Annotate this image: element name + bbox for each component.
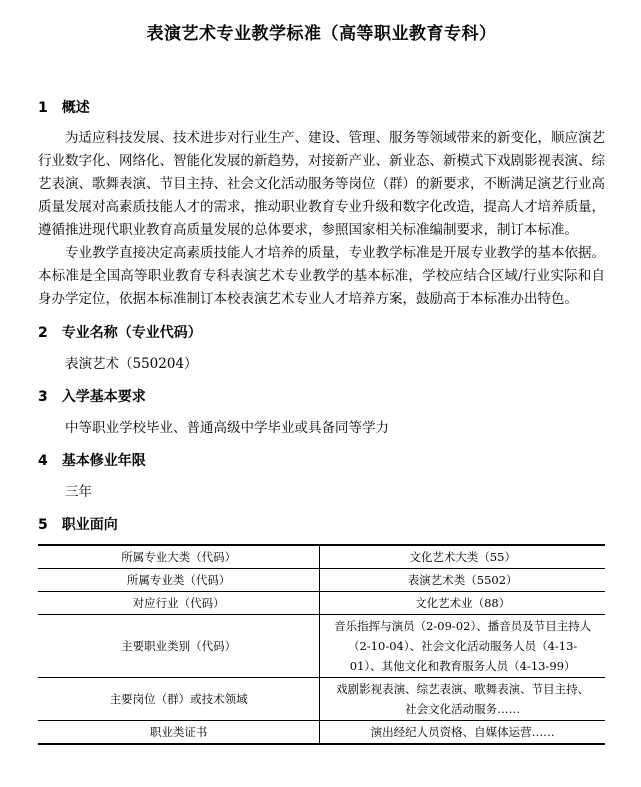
row-label: 所属专业类（代码）	[38, 569, 320, 592]
entry-requirements-value: 中等职业学校毕业、普通高级中学毕业或具备同等学力	[65, 420, 389, 436]
row-value: 音乐指挥与演员（2-09-02）、播音员及节目主持人（2-10-04）、社会文化活动服务人员（4-13-01）、其他文化和教育服务人员（4-13-99）	[320, 615, 605, 678]
section-5-number: 5	[38, 517, 48, 533]
section-overview	[38, 99, 605, 311]
section-4-heading	[38, 452, 605, 471]
row-label: 主要岗位（群）或技术领域	[38, 678, 320, 721]
row-label: 职业类证书	[38, 721, 320, 745]
major-name-value: 表演艺术（550204）	[65, 356, 198, 372]
row-value: 文化艺术业（88）	[320, 592, 605, 615]
table-row-certificates	[38, 721, 605, 745]
section-2-heading	[38, 324, 605, 343]
section-entry-requirements	[38, 388, 605, 439]
row-label: 对应行业（代码）	[38, 592, 320, 615]
section-2-title: 专业名称（专业代码）	[61, 325, 202, 341]
row-label: 主要职业类别（代码）	[38, 615, 320, 678]
section-2-number: 2	[38, 325, 48, 341]
row-value: 表演艺术类（5502）	[320, 569, 605, 592]
section-1-number: 1	[38, 100, 48, 116]
table-row-major-category	[38, 545, 605, 569]
section-5-heading	[38, 516, 605, 535]
overview-paragraph-2: 专业教学直接决定高素质技能人才培养的质量，专业教学标准是开展专业教学的基本依据。本标准是全国高等职业教育专科表演艺术专业教学的基本标准，学校应结合区域/行业实际和自身办学定位，依据本标准制订本校表演艺术专业人才培养方案，鼓励高于本标准办出特色。	[38, 245, 605, 307]
table-row-occupation-category	[38, 615, 605, 678]
row-label: 所属专业大类（代码）	[38, 545, 320, 569]
career-orientation-table	[38, 544, 605, 745]
row-value: 戏剧影视表演、综艺表演、歌舞表演、节目主持、社会文化活动服务……	[320, 678, 605, 721]
section-3-heading	[38, 388, 605, 407]
section-career-orientation	[38, 516, 605, 745]
row-value: 演出经纪人员资格、自媒体运营……	[320, 721, 605, 745]
section-5-title: 职业面向	[61, 517, 118, 533]
section-4-number: 4	[38, 453, 48, 469]
document-title: 表演艺术专业教学标准（高等职业教育专科）	[146, 24, 497, 44]
section-1-title: 概述	[61, 100, 90, 116]
table-row-main-posts	[38, 678, 605, 721]
study-duration-value: 三年	[65, 484, 92, 500]
section-study-duration	[38, 452, 605, 503]
section-major-name	[38, 324, 605, 375]
section-4-title: 基本修业年限	[61, 453, 146, 469]
section-3-title: 入学基本要求	[61, 389, 146, 405]
row-value: 文化艺术大类（55）	[409, 550, 516, 564]
section-1-heading	[38, 99, 605, 118]
table-row-industry	[38, 592, 605, 615]
table-row-major-class	[38, 569, 605, 592]
overview-paragraph-1: 为适应科技发展、技术进步对行业生产、建设、管理、服务等领域带来的新变化，顺应演艺行业数字化、网络化、智能化发展的新趋势，对接新产业、新业态、新模式下戏剧影视表演、综艺表演、歌舞表演、节目主持、社会文化活动服务等岗位（群）的新要求，不断满足演艺行业高质量发展对高素质技能人才的需求，推动职业教育专业升级和数字化改造，提高人才培养质量，遵循推进现代职业教育高质量发展的总体要求，参照国家相关标准编制要求，制订本标准。	[38, 130, 605, 238]
section-3-number: 3	[38, 389, 48, 405]
